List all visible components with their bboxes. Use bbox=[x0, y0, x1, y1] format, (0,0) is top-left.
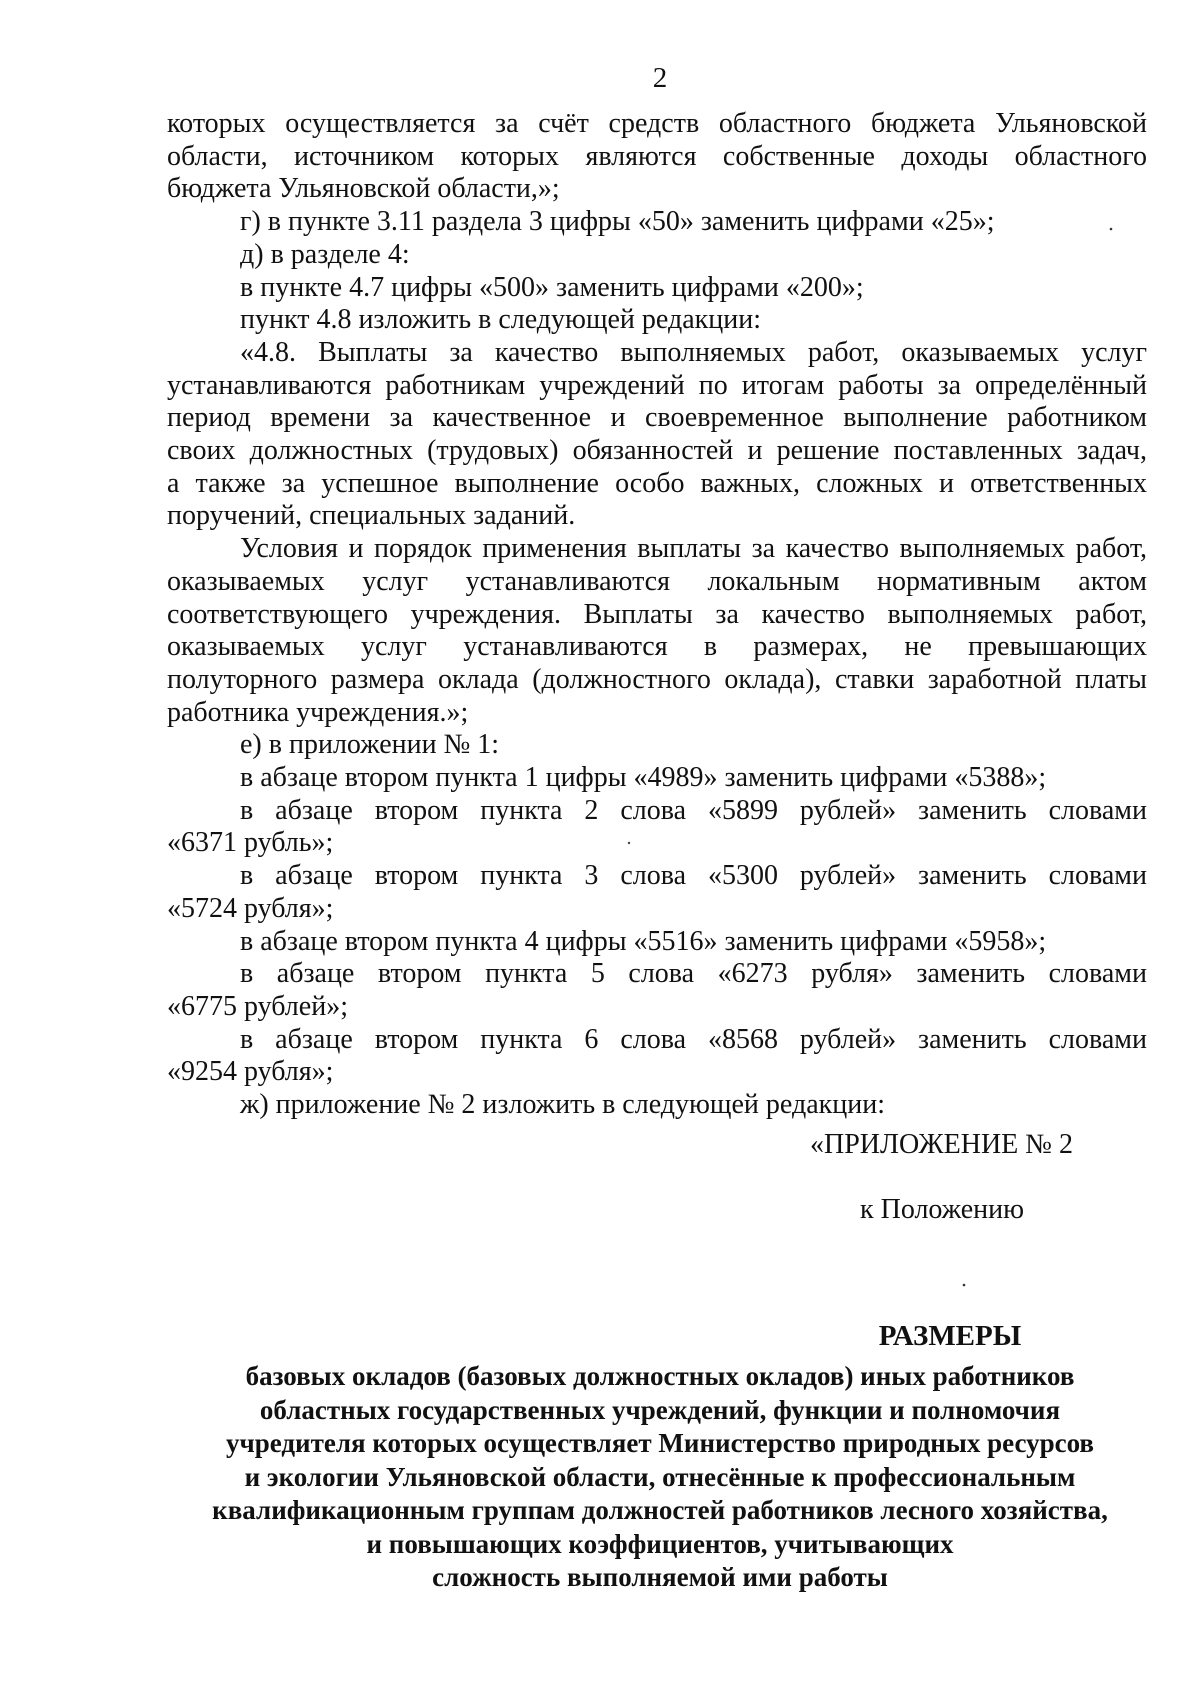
body-line: период времени за качественное и своевременное выполнение работником bbox=[167, 402, 1147, 434]
body-line: своих должностных (трудовых) обязанностей и решение поставленных задач, bbox=[167, 435, 1147, 467]
appendix-subtitle: к Положению bbox=[860, 1194, 1025, 1225]
body-line: в абзаце втором пункта 3 слова «5300 рублей» заменить словами bbox=[240, 860, 1147, 892]
body-line: устанавливаются работникам учреждений по итогам работы за определённый bbox=[167, 369, 1147, 401]
body-line: Условия и порядок применения выплаты за качество выполняемых работ, bbox=[240, 533, 1147, 565]
scan-speck bbox=[628, 842, 630, 844]
section-heading: РАЗМЕРЫ bbox=[878, 1320, 1022, 1352]
subheading-line: областных государственных учреждений, функции и полномочия bbox=[259, 1394, 1061, 1425]
subheading-line: и повышающих коэффициентов, учитывающих bbox=[366, 1528, 954, 1559]
scan-speck bbox=[1110, 228, 1113, 231]
subheading-line: и экологии Ульяновской области, отнесённые к профессиональным bbox=[244, 1461, 1076, 1492]
appendix-title: «ПРИЛОЖЕНИЕ № 2 bbox=[810, 1129, 1073, 1160]
body-line: в абзаце втором пункта 2 слова «5899 рублей» заменить словами bbox=[240, 794, 1147, 826]
body-line: области, источником которых являются собственные доходы областного bbox=[167, 140, 1147, 172]
body-line: в пункте 4.7 цифры «500» заменить цифрами «200»; bbox=[240, 271, 864, 303]
body-line: в абзаце втором пункта 5 слова «6273 рубля» заменить словами bbox=[240, 958, 1147, 990]
body-line: а также за успешное выполнение особо важных, сложных и ответственных bbox=[167, 467, 1147, 499]
subheading-line: учредителя которых осуществляет Министерство природных ресурсов bbox=[226, 1428, 1094, 1458]
scan-speck bbox=[963, 1284, 966, 1287]
body-line: в абзаце втором пункта 4 цифры «5516» заменить цифрами «5958»; bbox=[240, 925, 1047, 957]
body-line: «9254 рубля»; bbox=[167, 1056, 334, 1088]
page-number: 2 bbox=[652, 62, 668, 94]
body-line: в абзаце втором пункта 6 слова «8568 рублей» заменить словами bbox=[240, 1023, 1147, 1055]
body-line: поручений, специальных заданий. bbox=[167, 500, 576, 532]
body-line: г) в пункте 3.11 раздела 3 цифры «50» заменить цифрами «25»; bbox=[240, 206, 995, 238]
subheading-line: сложность выполняемой ими работы bbox=[432, 1562, 888, 1592]
body-line: «4.8. Выплаты за качество выполняемых работ, оказываемых услуг bbox=[240, 336, 1147, 368]
subheading-line: базовых окладов (базовых должностных окладов) иных работников bbox=[245, 1361, 1075, 1391]
body-line: работника учреждения.»; bbox=[167, 696, 469, 728]
body-line: ж) приложение № 2 изложить в следующей редакции: bbox=[240, 1089, 885, 1121]
body-line: «5724 рубля»; bbox=[167, 892, 334, 924]
body-line: оказываемых услуг устанавливаются локальным нормативным актом bbox=[167, 565, 1147, 597]
body-line: полуторного размера оклада (должностного оклада), ставки заработной платы bbox=[167, 663, 1147, 695]
body-line: «6371 рубль»; bbox=[167, 827, 334, 859]
body-line: пункт 4.8 изложить в следующей редакции: bbox=[240, 304, 761, 336]
body-line: д) в разделе 4: bbox=[240, 238, 410, 270]
body-line: «6775 рублей»; bbox=[167, 990, 348, 1022]
body-line: соответствующего учреждения. Выплаты за качество выполняемых работ, bbox=[167, 598, 1147, 630]
body-line: которых осуществляется за счёт средств областного бюджета Ульяновской bbox=[167, 108, 1147, 139]
body-line: оказываемых услуг устанавливаются в размерах, не превышающих bbox=[167, 631, 1147, 663]
body-line: е) в приложении № 1: bbox=[240, 729, 500, 761]
subheading-line: квалификационным группам должностей работников лесного хозяйства, bbox=[212, 1495, 1108, 1525]
body-line: бюджета Ульяновской области,»; bbox=[167, 173, 560, 205]
body-line: в абзаце втором пункта 1 цифры «4989» заменить цифрами «5388»; bbox=[240, 762, 1047, 794]
